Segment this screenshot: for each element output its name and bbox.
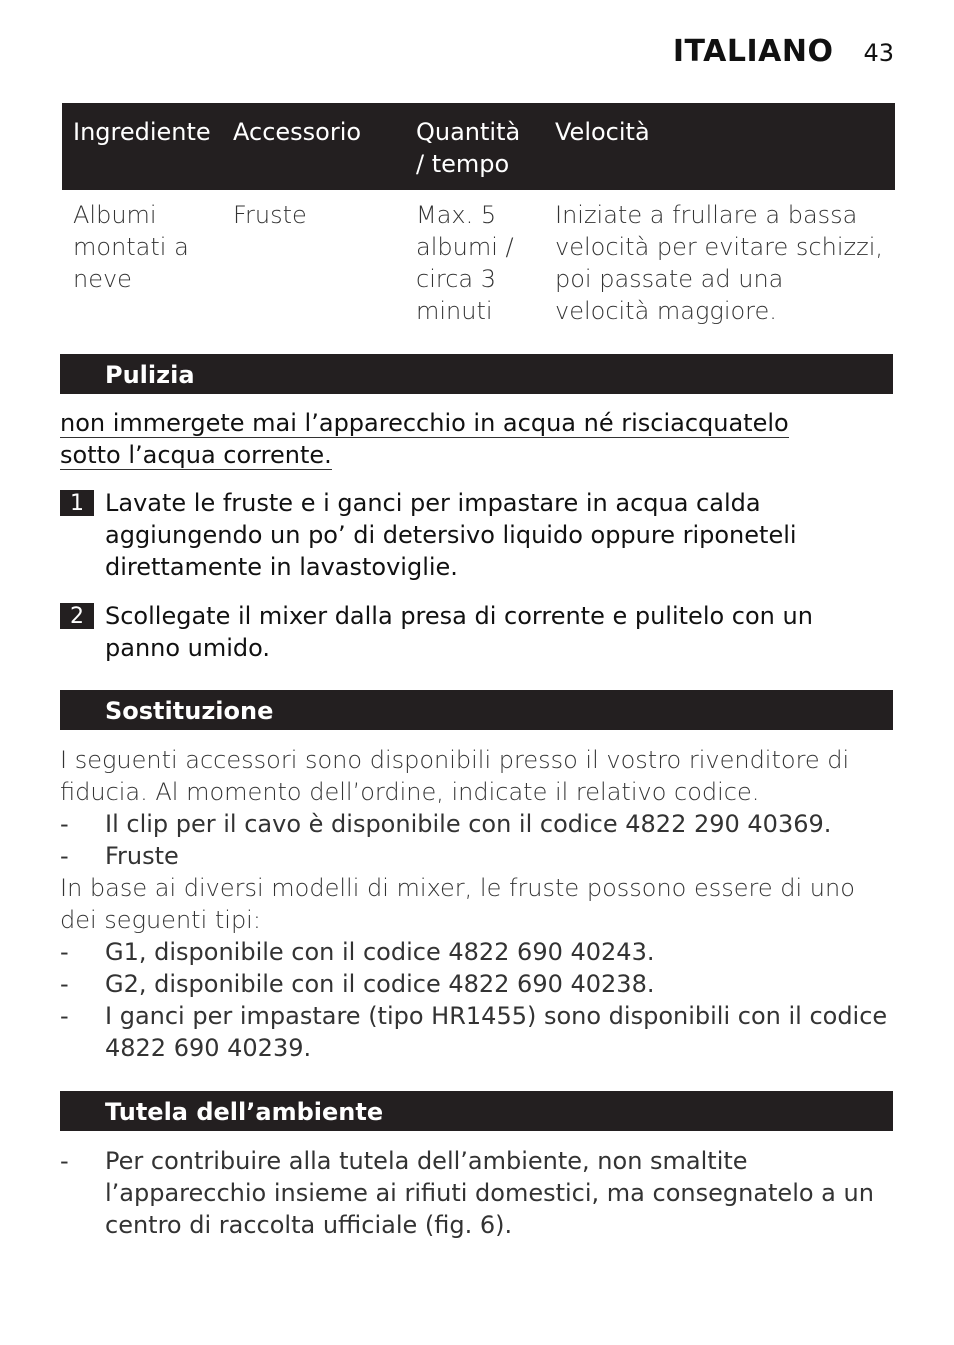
list-item: [60, 808, 895, 840]
table-cell: Fruste: [233, 201, 307, 229]
page-number: 43: [863, 39, 894, 67]
sostituzione-intro: I seguenti accessori sono disponibili presso il vostro rivenditore di fiducia. Al momento dell’ordine, indicate il relativo codice.: [60, 746, 850, 806]
recipe-table: [62, 103, 895, 337]
section-title-ambiente: Tutela dell’ambiente: [60, 1091, 893, 1131]
bullet-dash: -: [60, 842, 69, 870]
bullet-dash: -: [60, 1002, 69, 1030]
bullet-dash: -: [60, 938, 69, 966]
list-item: [60, 968, 895, 1000]
step-item: [60, 600, 890, 664]
table-cell: Iniziate a frullare a bassa velocità per evitare schizzi, poi passate ad una velocità maggiore.: [555, 201, 883, 325]
table-header-row: [62, 103, 895, 190]
step-number: 1: [60, 490, 94, 516]
language-label: ITALIANO: [672, 34, 834, 69]
table-cell: Albumi montati a neve: [73, 201, 189, 293]
list-item: [60, 1145, 895, 1241]
list-item-text: I ganci per impastare (tipo HR1455) sono disponibili con il codice 4822 690 40239.: [105, 1002, 888, 1062]
bullet-dash: -: [60, 810, 69, 838]
list-item-text: Fruste: [105, 842, 179, 870]
list-item: [60, 936, 895, 968]
section-title-pulizia: Pulizia: [60, 354, 893, 394]
column-header: Ingrediente: [62, 103, 222, 190]
column-header: Velocità: [544, 103, 895, 190]
column-header: Accessorio: [222, 103, 405, 190]
list-item-text: Il clip per il cavo è disponibile con il codice 4822 290 40369.: [105, 810, 832, 838]
cleaning-warning: [60, 407, 850, 471]
list-item-text: Per contribuire alla tutela dell’ambiente, non smaltite l’apparecchio insieme ai rifiuti domestici, ma consegnatelo a un centro di raccolta ufficiale (fig. 6).: [105, 1147, 874, 1239]
step-text: Lavate le fruste e i ganci per impastare in acqua calda aggiungendo un po’ di detersivo liquido oppure riponeteli direttamente in lavastoviglie.: [105, 489, 797, 581]
table-cell: Max. 5 albumi / circa 3 minuti: [416, 201, 514, 325]
column-header: Quantità / tempo: [405, 103, 544, 190]
list-item: [60, 1000, 895, 1064]
page-header: [673, 34, 894, 69]
list-item-text: G2, disponibile con il codice 4822 690 40238.: [105, 970, 655, 998]
step-item: [60, 487, 890, 583]
bullet-dash: -: [60, 1147, 69, 1175]
warning-text: non immergete mai l’apparecchio in acqua né risciacquatelo sotto l’acqua corrente.: [60, 409, 789, 469]
step-number: 2: [60, 603, 94, 629]
list-item-text: G1, disponibile con il codice 4822 690 40243.: [105, 938, 655, 966]
table-row: [62, 190, 895, 337]
sostituzione-middle: In base ai diversi modelli di mixer, le fruste possono essere di uno dei seguenti tipi:: [60, 874, 855, 934]
bullet-dash: -: [60, 970, 69, 998]
section-title-sostituzione: Sostituzione: [60, 690, 893, 730]
list-item: [60, 840, 895, 872]
step-text: Scollegate il mixer dalla presa di corrente e pulitelo con un panno umido.: [105, 602, 813, 662]
